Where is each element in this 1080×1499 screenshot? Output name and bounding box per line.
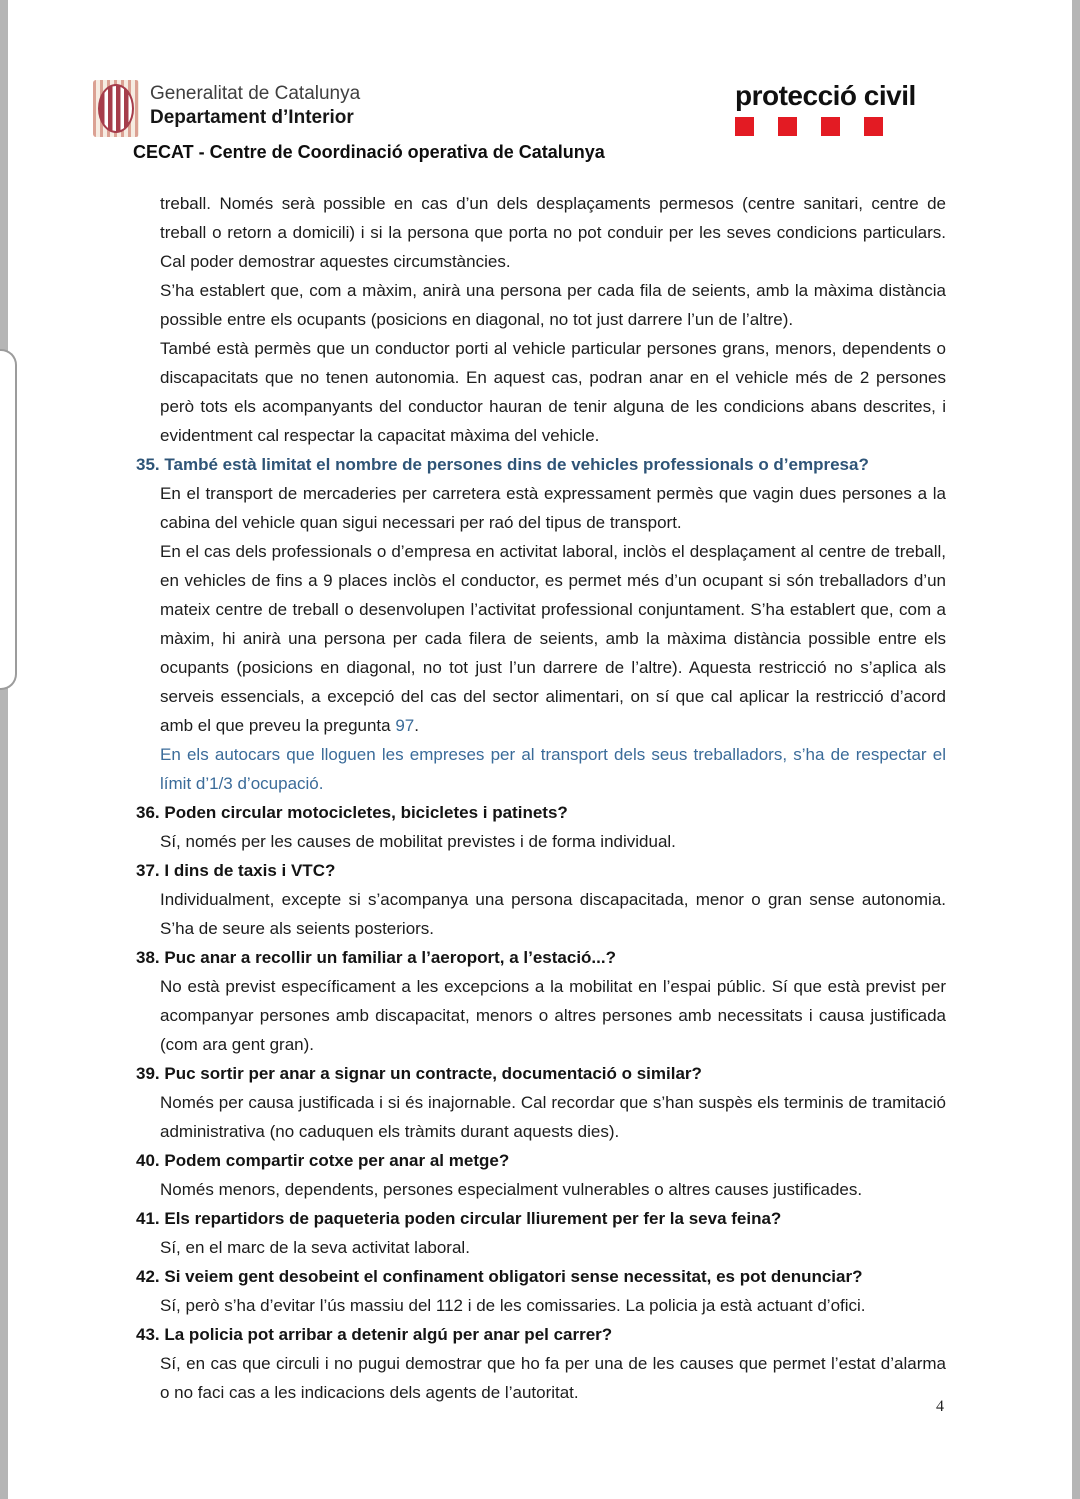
question-text: Puc sortir per anar a signar un contracte, documentació o similar? (164, 1064, 702, 1083)
answer-text: En el cas dels professionals o d’empresa en activitat laboral, inclòs el desplaçament al centre de treball, en vehicles de fins a 9 places inclòs el conductor, es permet més d’un ocupant si són treballadors d’un mateix centre de treball o desenvolupen l’activitat professional conjuntament. S’ha establert que, com a màxim, hi anirà una persona per cada filera de seients, amb la màxima distància possible entre els ocupants (posicions en diagonal, no tot just l’un darrere de l’altre). Aquesta restricció no s’aplica als serveis essencials, a excepció del cas del sector alimentari, on sí que cal aplicar la restricció d’acord amb el que preveu la pregunta (160, 542, 946, 735)
question-number: 38. (136, 948, 160, 967)
generalitat-logo (93, 80, 139, 137)
faq-item-40 (136, 1146, 946, 1204)
org-name-line2: Departament d’Interior (150, 107, 354, 128)
question-number: 43. (136, 1325, 160, 1344)
question-number: 35. (136, 455, 160, 474)
page-number: 4 (936, 1398, 944, 1415)
question-text: La policia pot arribar a detenir algú per anar pel carrer? (164, 1325, 613, 1344)
faq-answer: Només per causa justificada i si és inajornable. Cal recordar que s’han suspès els terminis de tramitació administrativa (no caduquen els tràmits durant aquests dies). (160, 1093, 946, 1141)
question-text: Els repartidors de paqueteria poden circular lliurement per fer la seva feina? (164, 1209, 782, 1228)
faq-question (136, 798, 946, 827)
question-text: Puc anar a recollir un familiar a l’aeroport, a l’estació...? (164, 948, 616, 967)
faq-item-37 (136, 856, 946, 943)
question-text: Si veiem gent desobeint el confinament obligatori sense necessitat, es pot denunciar? (164, 1267, 863, 1286)
faq-item-36 (136, 798, 946, 856)
cecat-subtitle: CECAT - Centre de Coordinació operativa de Catalunya (133, 142, 605, 162)
paragraph: treball. Només serà possible en cas d’un dels desplaçaments permesos (centre sanitari, centre de treball o retorn a domicili) i si la persona que porta no pot conduir per les seves condicions particulars. Cal poder demostrar aquestes circumstàncies. (160, 194, 946, 271)
question-number: 39. (136, 1064, 160, 1083)
paragraph: També està permès que un conductor porti al vehicle particular persones grans, menors, dependents o discapacitats que no tenen autonomia. En aquest cas, podran anar en el vehicle més de 2 persones però tots els acompanyants del conductor hauran de tenir alguna de les condicions abans descrites, i evidentment cal respectar la capacitat màxima del vehicle. (160, 339, 946, 445)
faq-answer: Sí, en el marc de la seva activitat laboral. (160, 1238, 470, 1257)
red-squares-row (735, 117, 916, 136)
faq-question (136, 1059, 946, 1088)
faq-item-41 (136, 1204, 946, 1262)
faq-item-38 (136, 943, 946, 1059)
faq-question (136, 450, 946, 479)
faq-item-42 (136, 1262, 946, 1320)
question-number: 42. (136, 1267, 160, 1286)
faq-question (136, 856, 946, 885)
faq-answer: Sí, només per les causes de mobilitat previstes i de forma individual. (160, 832, 676, 851)
faq-question (136, 1146, 946, 1175)
faq-question (136, 943, 946, 972)
faq-answer-highlighted: En els autocars que lloguen les empreses per al transport dels seus treballadors, s’ha de respectar el límit d’1/3 d’ocupació. (160, 745, 946, 793)
proteccio-civil-logo (735, 80, 916, 136)
paragraph: S’ha establert que, com a màxim, anirà una persona per cada fila de seients, amb la màxima distància possible entre els ocupants (posicions en diagonal, no tot just darrere l’un de l’altre). (160, 281, 946, 329)
org-name-block (150, 82, 360, 130)
side-drawer-handle[interactable] (0, 349, 17, 690)
faq-answer: En el transport de mercaderies per carretera està expressament permès que vagin dues persones a la cabina del vehicle quan sigui necessari per raó del tipus de transport. (160, 484, 946, 532)
question-text: Poden circular motocicletes, bicicletes i patinets? (164, 803, 568, 822)
faq-answer: Sí, en cas que circuli i no pugui demostrar que ho fa per una de les causes que permet l’estat d’alarma o no faci cas a les indicacions dels agents de l’autoritat. (160, 1354, 946, 1402)
proteccio-civil-title: protecció civil (735, 80, 916, 111)
question-text: També està limitat el nombre de persones dins de vehicles professionals o d’empresa? (164, 455, 869, 474)
answer-text: . (414, 716, 419, 735)
question-97-link[interactable]: 97 (395, 716, 415, 735)
faq-answer: No està previst específicament a les excepcions a la mobilitat en l’espai públic. Sí que està previst per acompanyar persones amb discapacitat, menors o altres persones amb necessitats i causa justificada (com ara gent gran). (160, 977, 946, 1054)
faq-answer (136, 537, 946, 740)
viewer-right-edge (1072, 0, 1080, 1499)
faq-item-43 (136, 1320, 946, 1407)
question-text: I dins de taxis i VTC? (164, 861, 336, 880)
faq-answer: Només menors, dependents, persones especialment vulnerables o altres causes justificades. (160, 1180, 863, 1199)
faq-item-39 (136, 1059, 946, 1146)
faq-answer: Individualment, excepte si s’acompanya una persona discapacitada, menor o gran sense autonomia. S’ha de seure als seients posteriors. (160, 890, 946, 938)
faq-question (136, 1262, 946, 1291)
org-name-line1: Generalitat de Catalunya (150, 83, 361, 104)
faq-answer: Sí, però s’ha d’evitar l’ús massiu del 112 i de les comissaries. La policia ja està actuant d’ofici. (160, 1296, 866, 1315)
faq-item-35 (136, 450, 946, 798)
red-square-icon (864, 117, 883, 136)
red-square-icon (821, 117, 840, 136)
question-text: Podem compartir cotxe per anar al metge? (164, 1151, 510, 1170)
faq-question (136, 1204, 946, 1233)
senyera-shield-icon (98, 84, 134, 133)
red-square-icon (778, 117, 797, 136)
red-square-icon (735, 117, 754, 136)
question-number: 37. (136, 861, 160, 880)
faq-question (136, 1320, 946, 1349)
document-body (136, 189, 946, 1407)
question-number: 41. (136, 1209, 160, 1228)
viewer-left-edge (0, 0, 8, 1499)
question-number: 36. (136, 803, 160, 822)
question-number: 40. (136, 1151, 160, 1170)
